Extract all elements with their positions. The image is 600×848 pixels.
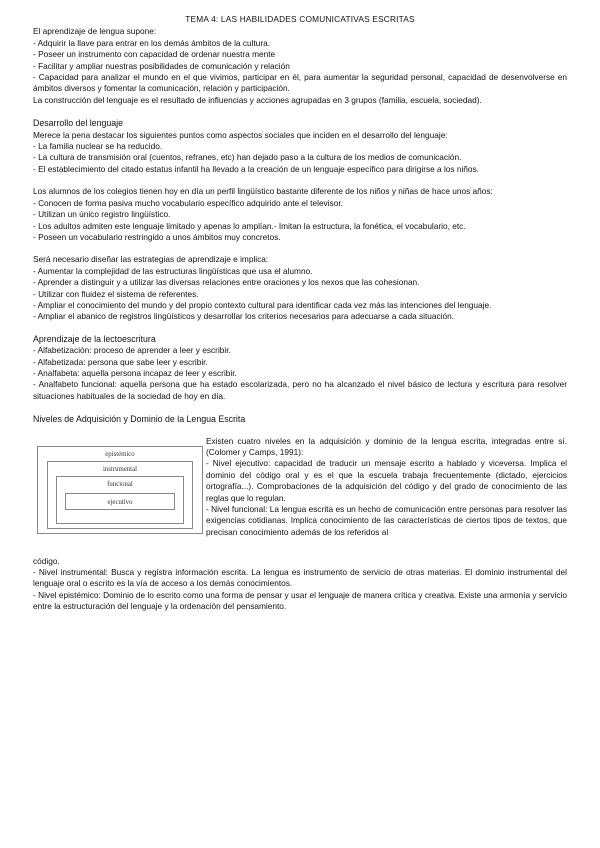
s4-item: - Ampliar el abanico de registros lingüísticos y desarrollar los criterios necesarios para adecuarse a cada situación. — [33, 311, 455, 322]
s3-intro: Los alumnos de los colegios tienen hoy en día un perfil lingüístico bastante diferente de los niños y niñas de hace unos años: — [33, 186, 493, 197]
levels-figure-row — [33, 436, 567, 556]
s5-item: - Alfabetización: proceso de aprender a leer y escribir. — [33, 345, 231, 356]
s3-item: - Los adultos admiten este lenguaje limitado y apenas lo amplían.- Imitan la estructura, la fonética, el vocabulario, etc. — [33, 220, 466, 231]
s2-heading: Desarrollo del lenguaje — [33, 118, 123, 129]
s1-item: - Capacidad para analizar el mundo en el que vivimos, participar en él, para aumentar la seguridad personal, capacidad de desenvolverse en ámbitos diversos y fomentar la comunicación, relación y participación. — [33, 72, 567, 94]
s5-heading: Aprendizaje de la lectoescritura — [33, 333, 156, 344]
s1-item: - Adquirir la llave para entrar en los demás ámbitos de la cultura. — [33, 37, 271, 48]
levels-side-text — [206, 436, 567, 556]
s5-item: - Alfabetizada: persona que sabe leer y escribir. — [33, 356, 208, 367]
s4-item: - Utilizar con fluidez el sistema de referentes. — [33, 288, 199, 299]
s4-intro: Será necesario diseñar las estrategias de aprendizaje e implica: — [33, 254, 269, 265]
s2-intro: Merece la pena destacar los siguientes puntos como aspectos sociales que inciden en el desarrollo del lenguaje: — [33, 129, 448, 140]
s3-item: - Poseen un vocabulario restringido a unos ámbitos muy concretos. — [33, 231, 281, 242]
label-epistemico: epistémico — [105, 450, 135, 458]
s1-item: - Facilitar y ampliar nuestras posibilidades de comunicación y relación — [33, 60, 290, 71]
s3-item: - Utilizan un único registro lingüístico. — [33, 209, 171, 220]
document-title: TEMA 4: LAS HABILIDADES COMUNICATIVAS ESCRITAS — [185, 14, 415, 24]
s6-continuation: código. — [33, 555, 60, 566]
label-ejecutivo: ejecutivo — [107, 498, 133, 506]
s6-item: - Nivel epistémico: Dominio de lo escrito como una forma de pensar y usar el lenguaje de manera crítica y creativa. Existe una armonía y servicio entre la estructuración del lenguaje y la ordenación del pensamiento. — [33, 589, 567, 612]
s3-item: - Conocen de forma pasiva mucho vocabulario específico adquirido ante el televisor. — [33, 197, 343, 208]
label-instrumental: instrumental — [103, 465, 137, 473]
label-funcional: funcional — [107, 480, 133, 488]
s6-item: - Nivel instrumental: Busca y registra información escrita. La lengua es instrumento de servicio de otras materias. El dominio instrumental del lenguaje oral o escrito es la vía de acceso a los demás conocimientos. — [33, 567, 567, 589]
s6-side-intro: Existen cuatro niveles en la adquisición y dominio de la lengua escrita, integradas entre sí. (Colomer y Camps, 1991): — [206, 435, 567, 457]
s1-closing: La construcción del lenguaje es el resultado de influencias y acciones agrupadas en 3 grupos (familia, escuela, sociedad). — [33, 94, 482, 105]
s4-item: - Aprender a distinguir y a utilizar las diversas relaciones entre oraciones y los nexos que las cohesionan. — [33, 277, 420, 288]
box-ejecutivo — [65, 493, 175, 510]
s2-item: - El establecimiento del citado estatus infantil ha llevado a la creación de un lenguaje específico para dirigirse a los niños. — [33, 163, 479, 174]
s5-item: - Analfabeta: aquella persona incapaz de leer y escribir. — [33, 367, 237, 378]
s5-item: - Analfabeto funcional: aquella persona que ha estado escolarizada, pero no ha alcanzado el nivel básico de lectura y escritura para resolver situaciones habituales de la sociedad de hoy en día. — [33, 379, 567, 401]
s4-item: - Ampliar el conocimiento del mundo y del propio contexto cultural para identificar cada vez más las intenciones del lenguaje. — [33, 299, 492, 310]
s1-intro: El aprendizaje de lengua supone: — [33, 26, 157, 37]
s6-side-item: - Nivel ejecutivo: capacidad de traducir un mensaje escrito a hablado y viceversa. Implica el dominio del código oral y es el que la escuela trabaja frecuentemente (dictado, ejercicios ortografía...). Comprobaciones de la adquisición del código y del grado de conocimiento de las reglas que lo regulan. — [206, 458, 567, 503]
s6-heading: Niveles de Adquisición y Dominio de la Lengua Escrita — [33, 414, 246, 425]
s2-item: - La cultura de transmisión oral (cuentos, refranes, etc) han dejado paso a la cultura de los medios de comunicación. — [33, 152, 462, 163]
s1-item: - Poseer un instrumento con capacidad de ordenar nuestra mente — [33, 49, 276, 60]
s6-side-item: - Nivel funcional: La lengua escrita es un hecho de comunicación entre personas para resolver las exigencias cotidianas. Implica conocimiento de las características de ciertos tipos de textos, que precisan conocimiento además de los referidos al — [206, 504, 567, 537]
document-page — [33, 14, 567, 613]
levels-diagram — [37, 446, 203, 556]
s2-item: - La familia nuclear se ha reducido. — [33, 141, 163, 152]
s4-item: - Aumentar la complejidad de las estructuras lingüísticas que usa el alumno. — [33, 265, 313, 276]
